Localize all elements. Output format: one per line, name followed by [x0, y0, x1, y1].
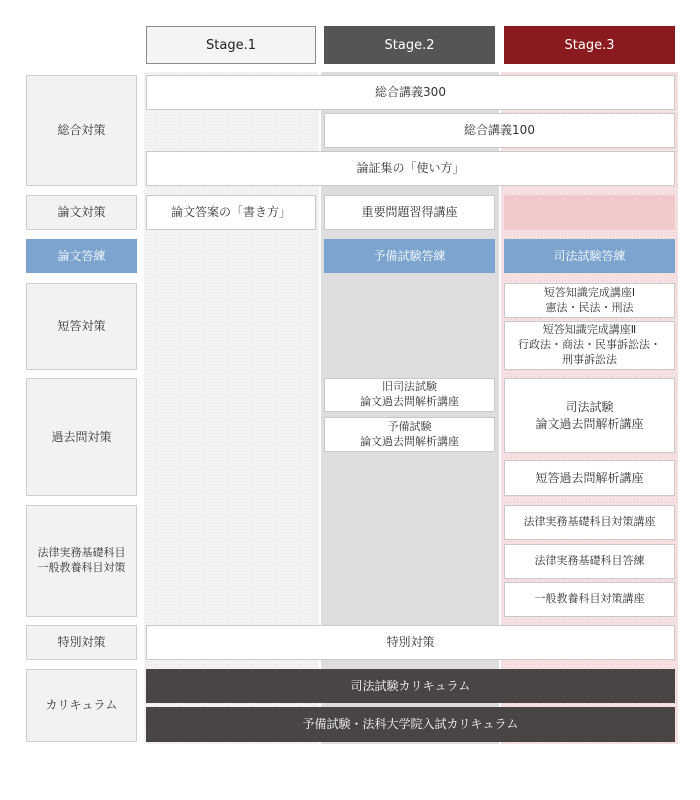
course-yobi-toren[interactable]: 予備試験答練 — [324, 239, 495, 273]
curriculum-yobi[interactable]: 予備試験・法科大学院入試カリキュラム — [146, 707, 675, 742]
row-label-houritsu: 法律実務基礎科目 一般教養科目対策 — [26, 505, 137, 617]
curriculum-shihou[interactable]: 司法試験カリキュラム — [146, 669, 675, 703]
row-label-curriculum: カリキュラム — [26, 669, 137, 742]
stage3-header: Stage.3 — [504, 26, 675, 64]
row-label-tantou: 短答対策 — [26, 283, 137, 370]
stage1-header: Stage.1 — [146, 26, 316, 64]
course-houritsu-taisaku[interactable]: 法律実務基礎科目対策講座 — [504, 505, 675, 540]
row-label-ronbun: 論文対策 — [26, 195, 137, 230]
course-tantou-kako[interactable]: 短答過去問解析講座 — [504, 460, 675, 496]
empty-cell — [504, 195, 675, 230]
row-label-kako: 過去問対策 — [26, 378, 137, 496]
course-tantou1[interactable]: 短答知識完成講座Ⅰ 憲法・民法・刑法 — [504, 283, 675, 318]
row-label-sougou: 総合対策 — [26, 75, 137, 186]
stage2-header: Stage.2 — [324, 26, 495, 64]
course-ronshou[interactable]: 論証集の「使い方」 — [146, 151, 675, 186]
course-kyuushihou[interactable]: 旧司法試験 論文過去問解析講座 — [324, 378, 495, 412]
row-label-tokubetsu: 特別対策 — [26, 625, 137, 660]
course-sougou100[interactable]: 総合講義100 — [324, 113, 675, 148]
course-kakikata[interactable]: 論文答案の「書き方」 — [146, 195, 316, 230]
course-juuyou[interactable]: 重要問題習得講座 — [324, 195, 495, 230]
course-sougou300[interactable]: 総合講義300 — [146, 75, 675, 110]
course-houritsu-toren[interactable]: 法律実務基礎科目答練 — [504, 544, 675, 579]
course-shihou-kako[interactable]: 司法試験 論文過去問解析講座 — [504, 378, 675, 453]
course-yobi-kako[interactable]: 予備試験 論文過去問解析講座 — [324, 417, 495, 452]
course-ippan[interactable]: 一般教養科目対策講座 — [504, 582, 675, 617]
row-label-toren: 論文答練 — [26, 239, 137, 273]
course-tokubetsu[interactable]: 特別対策 — [146, 625, 675, 660]
course-shihou-toren[interactable]: 司法試験答練 — [504, 239, 675, 273]
course-tantou2[interactable]: 短答知識完成講座Ⅱ 行政法・商法・民事訴訟法・ 刑事訴訟法 — [504, 321, 675, 370]
